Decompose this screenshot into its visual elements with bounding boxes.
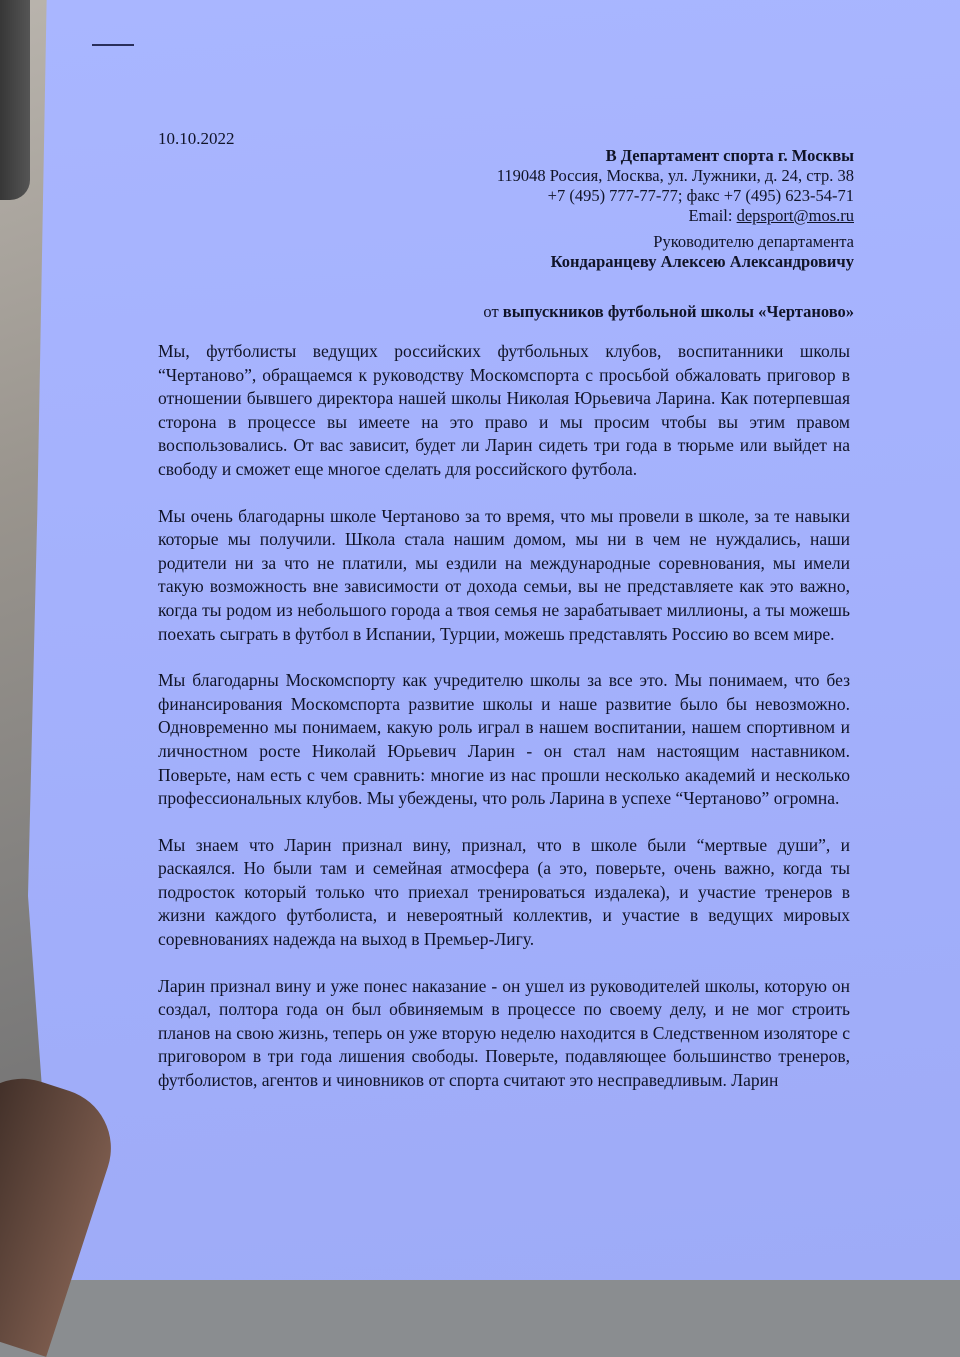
recipient-address: 119048 Россия, Москва, ул. Лужники, д. 24, стр. 38 [496,166,854,185]
paragraph: Ларин признал вину и уже понес наказание - он ушел из руководителей школы, которую он создал, полтора года он был обвиняемым в процессе по своему делу, и не мог строить планов на свою жизнь, теперь он уже вторую неделю находится в Следственном изоляторе с приговором в три года лишения свободы. Поверьте, подавляющее большинство тренеров, футболистов, агентов и чиновников от спорта считают это несправедливым. Ларин [158,975,850,1091]
email-label: Email: [688,206,737,225]
recipient-email-line [254,206,854,226]
sender-prefix: от [483,302,503,321]
letter-date: 10.10.2022 [158,129,235,148]
recipient-department: В Департамент спорта г. Москвы [605,146,854,165]
sender-line [254,302,854,322]
paragraph: Мы очень благодарны школе Чертаново за то время, что мы провели в школе, за те навыки которые мы получили. Школа стала нашим домом, мы ни в чем не нуждались, наши родители ни за что не платили, мы ездили на международные соревнования, мы имели такую возможность вне зависимости от дохода семьи, вы не представляете как это важно, когда ты родом из небольшого города а твоя семья не зарабатывает миллионы, а ты можешь поехать сыграть в футбол в Испании, Турции, можешь представлять Россию во всем мире. [158,505,850,644]
paragraph: Мы знаем что Ларин признал вину, признал, что в школе были “мертвые души”, и раскаялся. Но были там и семейная атмосфера (а это, поверьте, очень важно, когда ты подросток который только что приехал тренироваться издалека), и участие тренеров в жизни каждого футболиста, и невероятный коллектив, и участие в ведущих мировых соревнованиях надежда на выход в Премьер-Лигу. [158,834,850,950]
background-object [0,0,30,200]
letter-body [158,340,850,1116]
recipient-phones: +7 (495) 777-77-77; факс +7 (495) 623-54-71 [547,186,854,205]
recipient-name: Кондаранцеву Алексею Александровичу [550,252,854,271]
email-link[interactable]: depsport@mos.ru [736,206,854,225]
sender-name: выпускников футбольной школы «Чертаново» [502,302,854,321]
paragraph: Мы благодарны Москомспорту как учредителю школы за все это. Мы понимаем, что без финансирования Москомспорта развитие школы и наше развитие было бы невозможно. Одновременно мы понимаем, какую роль играл в нашем воспитании, нашем спортивном и личностном росте Николай Юрьевич Ларин - он стал нам настоящим наставником. Поверьте, нам есть с чем сравнить: многие из нас прошли несколько академий и несколько профессиональных клубов. Мы убеждены, что роль Ларина в успехе “Чертаново” огромна. [158,670,850,809]
recipient-block [254,146,854,226]
pen-mark [92,44,134,46]
recipient-person [254,232,854,272]
paragraph: Мы, футболисты ведущих российских футбольных клубов, воспитанники школы “Чертаново”, обращаемся к руководству Москомспорта с просьбой обжаловать приговор в отношении бывшего директора нашей школы Николая Юрьевича Ларина. Как потерпевшая сторона в процессе вы имеете на это право и мы просим чтобы вы этим правом воспользовались. От вас зависит, будет ли Ларин сидеть три года в тюрьме или выйдет на свободу и сможет еще многое сделать для российского футбола. [158,341,850,479]
recipient-position: Руководителю департамента [653,232,854,251]
